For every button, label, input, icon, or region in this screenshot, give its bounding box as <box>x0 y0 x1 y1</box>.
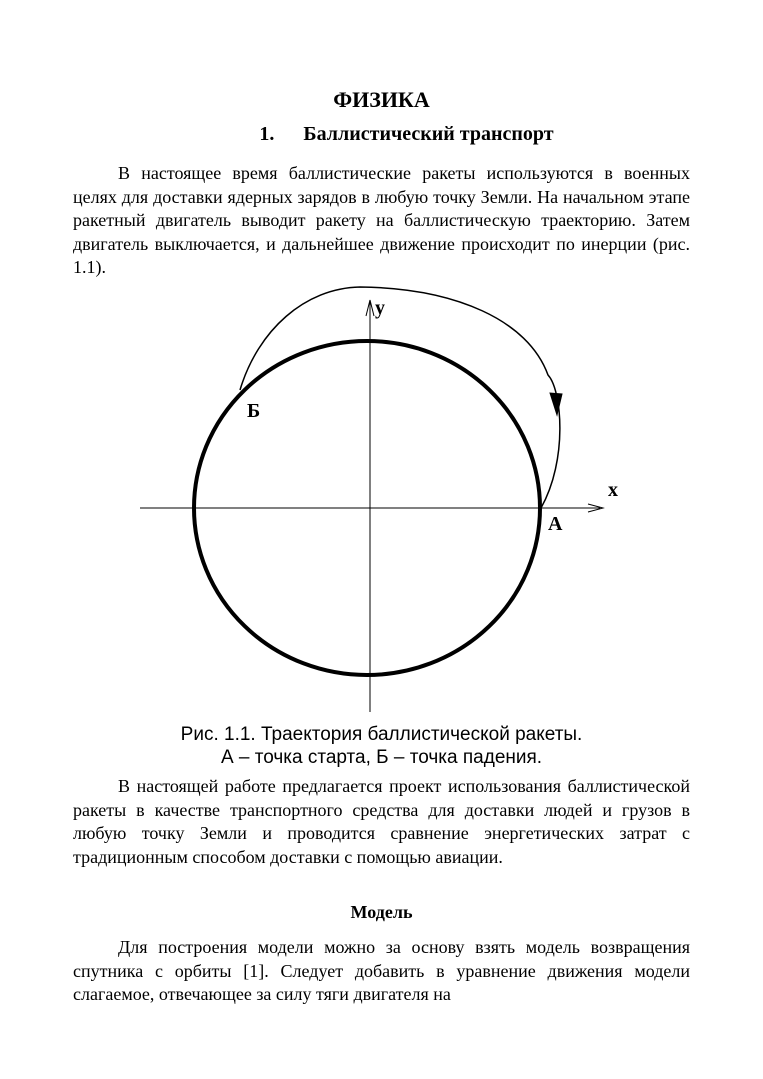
trajectory-diagram <box>0 280 763 720</box>
paragraph-model-text: Для построения модели можно за основу взять модель возвращения спутника с орбиты [1]. Следует добавить в уравнение движения модели слагаемое, отвечающее за силу тяги двигателя на <box>73 937 690 1004</box>
trajectory-curve <box>240 287 560 508</box>
subheading-model: Модель <box>350 902 413 922</box>
paragraph-model <box>73 936 690 1007</box>
paragraph-intro-text: В настоящее время баллистические ракеты используются в военных целях для доставки ядерных зарядов в любую точку Земли. На начальном этапе ракетный двигатель выводит ракету на баллистическую траекторию. Затем двигатель выключается, и дальнейшее движение происходит по инерции (рис. 1.1). <box>73 163 690 277</box>
page-title: ФИЗИКА <box>333 87 430 112</box>
paragraph-proposal-text: В настоящей работе предлагается проект использования баллистической ракеты в качестве транспортного средства для доставки людей и грузов в любую точку Земли и проводится сравнение энергетических затрат с традиционным способом доставки с помощью авиации. <box>73 776 690 867</box>
figure-trajectory <box>0 280 763 720</box>
label-point-start: А <box>548 513 563 535</box>
section-title: Баллистический транспорт <box>303 123 554 145</box>
section-number: 1. <box>259 123 275 145</box>
figure-caption-line-1: Рис. 1.1. Траектория баллистической ракеты. <box>180 724 583 745</box>
figure-caption-line-2: А – точка старта, Б – точка падения. <box>220 747 543 768</box>
label-x-axis: x <box>608 479 618 501</box>
section-heading <box>0 122 763 146</box>
label-y-axis: y <box>375 297 385 319</box>
paragraph-proposal <box>73 775 690 869</box>
trajectory-arrowhead <box>550 393 562 415</box>
label-point-landing: Б <box>247 400 261 422</box>
paragraph-intro <box>73 162 690 280</box>
